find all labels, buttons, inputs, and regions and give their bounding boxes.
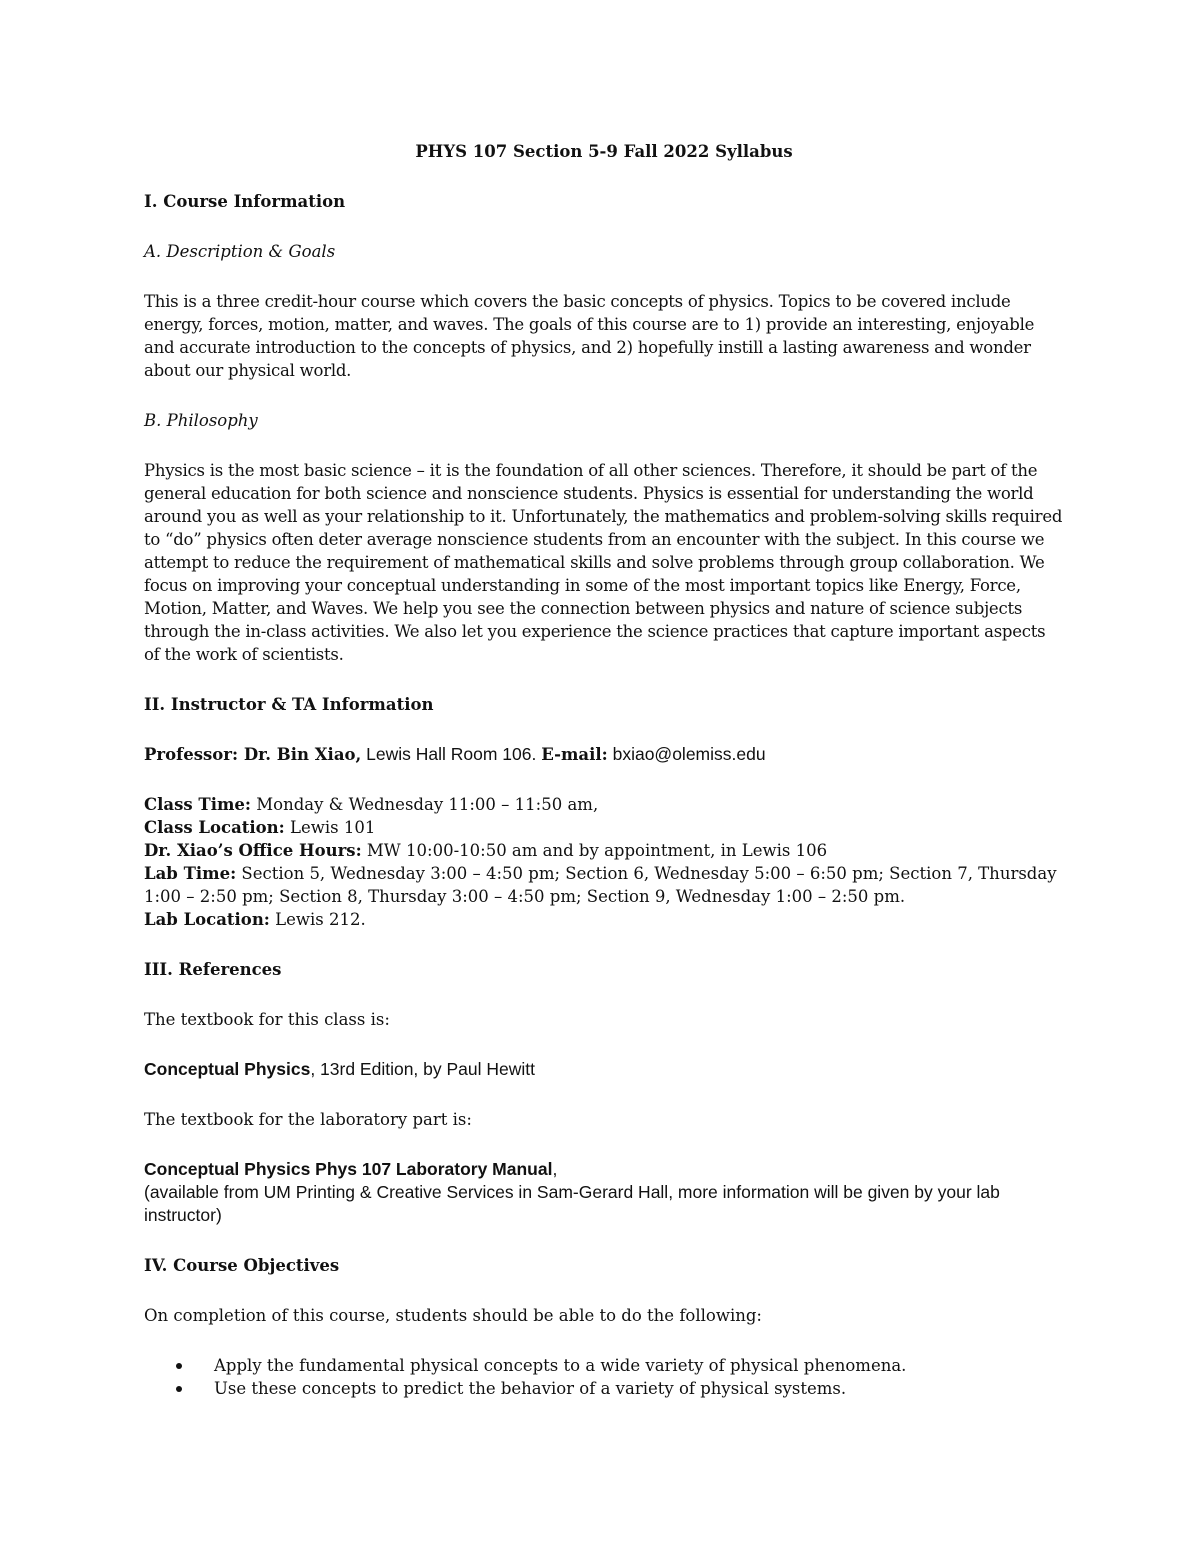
document-title: PHYS 107 Section 5-9 Fall 2022 Syllabus — [415, 142, 793, 161]
lab-textbook-intro: The textbook for the laboratory part is: — [144, 1110, 472, 1129]
textbook-details: , 13rd Edition, by Paul Hewitt — [310, 1059, 536, 1079]
lab-textbook-comma: , — [552, 1159, 558, 1179]
description-goals-heading: A. Description & Goals — [144, 242, 336, 261]
class-location-label: Class Location: — [144, 818, 285, 837]
lab-location-value: Lewis 212. — [269, 910, 366, 929]
objectives-intro: On completion of this course, students should be able to do the following: — [144, 1306, 762, 1325]
objectives-list — [144, 1354, 1064, 1400]
lab-time-line — [144, 862, 1064, 908]
office-hours-value: MW 10:00-10:50 am and by appointment, in Lewis 106 — [361, 841, 828, 860]
list-item — [144, 1354, 1064, 1377]
lab-textbook-citation — [144, 1158, 1064, 1227]
philosophy-paragraph: Physics is the most basic science – it is the foundation of all other sciences. Therefore, it should be part of the general education for both science and nonscience students. Physics is essential for understanding the world around you as well as your relationship to it. Unfortunately, the mathematics and problem-solving skills required to “do” physics often deter average nonscience students from an encounter with the subject. In this course we attempt to reduce the requirement of mathematical skills and solve problems through group collaboration. We focus on improving your conceptual understanding in some of the most important topics like Energy, Force, Motion, Matter, and Waves. We help you see the connection between physics and nature of science subjects through the in-class activities. We also let you experience the science practices that capture important aspects of the work of scientists. — [144, 461, 1063, 664]
section-references-heading: III. References — [144, 960, 282, 979]
syllabus-page — [144, 140, 1064, 1400]
email-label: E-mail: — [541, 745, 608, 764]
textbook-citation — [144, 1058, 1064, 1081]
professor-label: Professor: Dr. Bin Xiao, — [144, 745, 362, 764]
class-time-value: Monday & Wednesday 11:00 – 11:50 am, — [251, 795, 599, 814]
objective-text: Use these concepts to predict the behavior of a variety of physical systems. — [214, 1379, 847, 1398]
office-hours-label: Dr. Xiao’s Office Hours: — [144, 841, 362, 860]
section-instructor-heading: II. Instructor & TA Information — [144, 695, 434, 714]
list-item — [144, 1377, 1064, 1400]
textbook-intro: The textbook for this class is: — [144, 1010, 390, 1029]
description-goals-paragraph: This is a three credit-hour course which covers the basic concepts of physics. Topics to be covered include energy, forces, motion, matter, and waves. The goals of this course are to 1) provide an interesting, enjoyable and accurate introduction to the concepts of physics, and 2) hopefully instill a lasting awareness and wonder about our physical world. — [144, 292, 1035, 380]
schedule-block — [144, 793, 1064, 931]
professor-office: Lewis Hall Room 106. — [361, 744, 542, 764]
lab-time-value: Section 5, Wednesday 3:00 – 4:50 pm; Section 6, Wednesday 5:00 – 6:50 pm; Section 7, Thursday 1:00 – 2:50 pm; Section 8, Thursday 3:00 – 4:50 pm; Section 9, Wednesday 1:00 – 2:50 pm. — [144, 864, 1057, 906]
bullet-icon — [176, 1363, 182, 1369]
section-objectives-heading: IV. Course Objectives — [144, 1256, 340, 1275]
lab-textbook-note: (available from UM Printing & Creative Services in Sam-Gerard Hall, more information will be given by your lab instructor) — [144, 1182, 1000, 1225]
lab-location-line — [144, 908, 1064, 931]
office-hours-line — [144, 839, 1064, 862]
lab-textbook-title: Conceptual Physics Phys 107 Laboratory Manual — [144, 1159, 553, 1179]
objective-text: Apply the fundamental physical concepts to a wide variety of physical phenomena. — [214, 1356, 907, 1375]
class-time-line — [144, 793, 1064, 816]
professor-line — [144, 743, 1064, 766]
lab-time-label: Lab Time: — [144, 864, 237, 883]
class-location-line — [144, 816, 1064, 839]
email-value: bxiao@olemiss.edu — [607, 744, 766, 764]
section-course-information-heading: I. Course Information — [144, 192, 346, 211]
philosophy-heading: B. Philosophy — [144, 411, 258, 430]
bullet-icon — [176, 1386, 182, 1392]
lab-location-label: Lab Location: — [144, 910, 270, 929]
textbook-title: Conceptual Physics — [144, 1059, 311, 1079]
class-time-label: Class Time: — [144, 795, 252, 814]
class-location-value: Lewis 101 — [284, 818, 376, 837]
